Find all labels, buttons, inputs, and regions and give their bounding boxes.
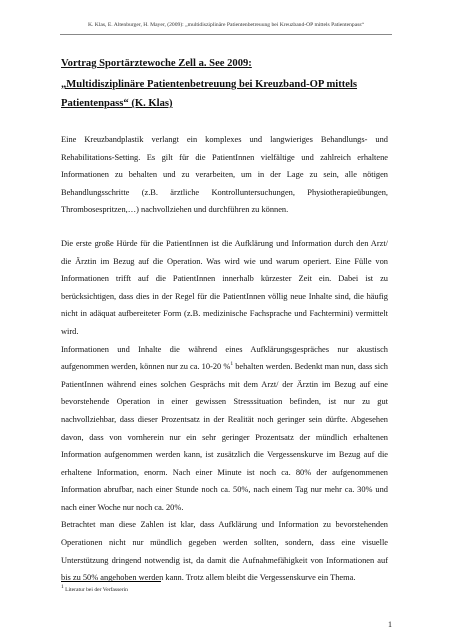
footnote-reference[interactable]: 1 xyxy=(230,361,234,368)
paragraph-3-text-a: Informationen und Inhalte die während eines Aufklärungsgespräches nur akustisch aufgenommen werden, können nur zu ca. 10-20 % xyxy=(61,344,388,372)
paragraph-1: Eine Kreuzbandplastik verlangt ein komplexes und langwieriges Behandlungs- und Rehabilitations-Setting. Es gilt für die PatientInnen vielfältige und zahlreich erhaltene Informationen zu behalten und zu verarbeiten, um in der Lage zu sein, alle nötigen Behandlungsschritte (z.B. ärztliche Kontrolluntersuchungen, Physiotherapieübungen, Thrombosespritzen,…) nachvollziehen und durchführen zu können. xyxy=(61,135,388,215)
footnote xyxy=(61,584,128,593)
paragraph-2: Die erste große Hürde für die PatientInnen ist die Aufklärung und Information durch den Arzt/ die Ärztin im Bezug auf die Operation. Was wird wie und warum operiert. Eine Fülle von Informationen trifft auf die PatientInnen innerhalb kürzester Zeit ein. Dabei ist zu berücksichtigen, dass dies in der Regel für die PatientInnen völlig neue Inhalte sind, die häufig nicht in adäquat aufbereiteter Form (z.B. medizinische Fachsprache und Fachtermini) vermittelt wird. xyxy=(61,238,388,336)
footnote-divider xyxy=(61,581,161,582)
footnote-text: Literatur bei der Verfasserin xyxy=(63,587,128,593)
header-divider xyxy=(60,34,392,35)
paragraph-3 xyxy=(61,341,388,517)
footnote-mark: 1 xyxy=(61,584,64,591)
document-title: „Multidisziplinäre Patientenbetreuung bei Kreuzband-OP mittels Patientenpass“ (K. Klas) xyxy=(61,79,358,109)
lecture-title: Vortrag Sportärztewoche Zell a. See 2009: xyxy=(61,58,252,69)
page-number: 1 xyxy=(388,620,392,629)
paragraph-3-text-b: behalten werden. Bedenkt man nun, dass sich PatientInnen während eines solchen Gesprächs mit dem Arzt/ der Ärztin im Bezug auf eine bevorstehende Operation in einer gewissen Stresssituation befinden, ist nur zu gut nachvollziehbar, dass dieser Prozentsatz in der Realität noch geringer sein dürfte. Abgesehen davon, dass von vornherein nur ein sehr geringer Prozentsatz der mündlich erhaltenen Information aufgenommen werden kann, ist zusätzlich die Vergessenskurve im Bezug auf die erhaltene Information, enorm. Nach einer Minute ist noch ca. 80% der aufgenommenen Information abrufbar, nach einer Stunde noch ca. 50%, nach einem Tag nur mehr ca. 30% und nach einer Woche nur noch ca. 20%. xyxy=(61,362,388,512)
document-body xyxy=(61,54,388,587)
paragraph-4: Betrachtet man diese Zahlen ist klar, dass Aufklärung und Information zu bevorstehenden Operationen nicht nur mündlich gegeben werden sollten, sondern, dass eine visuelle Unterstützung dringend notwendig ist, da damit die Aufnahmefähigkeit von Informationen auf bis zu 50% angehoben werden kann. Trotz allem bleibt die Vergessenskurve ein Thema. xyxy=(61,520,388,583)
running-header: K. Klas, E. Altenburger, H. Mayer, (2009): „multidisziplinäre Patientenbetreuung bei Kreuzband-OP mittels Patientenpass“ xyxy=(87,22,365,28)
